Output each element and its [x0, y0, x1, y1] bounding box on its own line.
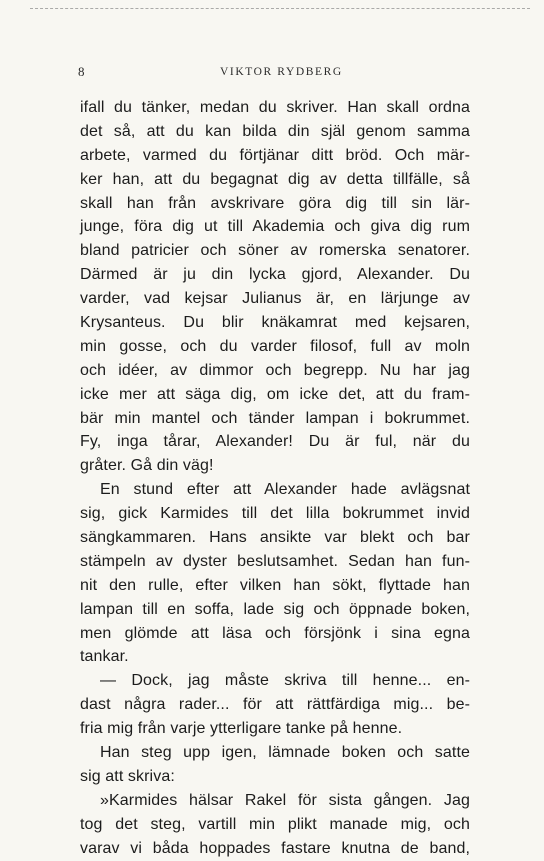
text-line: — Dock, jag måste skriva till henne... en-: [100, 672, 470, 690]
text-line: nit den rulle, efter vilken han sökt, flyttade han: [80, 576, 470, 594]
text-line: fria mig från varje ytterligare tanke på henne.: [80, 720, 403, 738]
text-line: ker han, att du begagnat dig av detta tillfälle, så: [80, 170, 470, 188]
text-line: skall han från avskrivare göra dig till sin lär-: [80, 194, 470, 212]
text-line: junge, föra dig ut till Akademia och giva dig rum: [80, 218, 470, 236]
text-line: min gosse, och du varder filosof, full av moln: [80, 337, 470, 355]
text-line: ifall du tänker, medan du skriver. Han skall ordna: [80, 99, 470, 116]
text-line: Därmed är ju din lycka gjord, Alexander. Du: [80, 266, 470, 284]
text-line: det så, att du kan bilda din själ genom samma: [80, 122, 470, 140]
text-line: icke mer att säga dig, om icke det, att du fram-: [80, 385, 470, 403]
text-line: dast några rader... för att rättfärdiga mig... be-: [80, 696, 470, 714]
text-line: tog det steg, vartill min plikt manade mig, och: [80, 815, 470, 833]
text-line: varder, vad kejsar Julianus är, en lärjunge av: [80, 290, 470, 308]
text-line: bär min mantel och tänder lampan i bokrummet.: [80, 409, 470, 427]
body-text: [80, 96, 470, 861]
text-line: sängkammaren. Hans ansikte var blekt och bar: [80, 529, 470, 547]
text-line: varav vi båda hoppades fastare knutna de band,: [80, 839, 470, 857]
text-line: och idéer, av dimmor och begrepp. Nu har jag: [80, 361, 470, 379]
text-line: sig, gick Karmides till det lilla bokrummet invid: [80, 505, 470, 523]
text-line: Han steg upp igen, lämnade boken och satte: [100, 744, 470, 762]
text-line: tankar.: [80, 648, 129, 666]
text-line: stämpeln av dyster beslutsamhet. Sedan han fun-: [80, 552, 470, 570]
text-line: En stund efter att Alexander hade avlägsnat: [100, 481, 470, 499]
text-line: sig att skriva:: [80, 767, 175, 785]
text-line: bland patricier och söner av romerska senatorer.: [80, 242, 470, 260]
scan-edge-rule: [30, 8, 530, 9]
text-line: arbete, varmed du förtjänar ditt bröd. Och mär-: [80, 146, 470, 164]
text-line: »Karmides hälsar Rakel för sista gången. Jag: [100, 791, 470, 809]
text-line: lampan till en soffa, lade sig och öppnade boken,: [80, 600, 470, 618]
text-line: gråter. Gå din väg!: [80, 457, 214, 475]
page-number: 8: [78, 64, 85, 79]
text-line: Krysanteus. Du blir knäkamrat med kejsaren,: [80, 314, 470, 332]
text-line: men glömde att läsa och försjönk i sina egna: [80, 624, 470, 642]
text-line: Fy, inga tårar, Alexander! Du är ful, när du: [80, 433, 470, 451]
running-head: VIKTOR RYDBERG: [220, 66, 343, 78]
